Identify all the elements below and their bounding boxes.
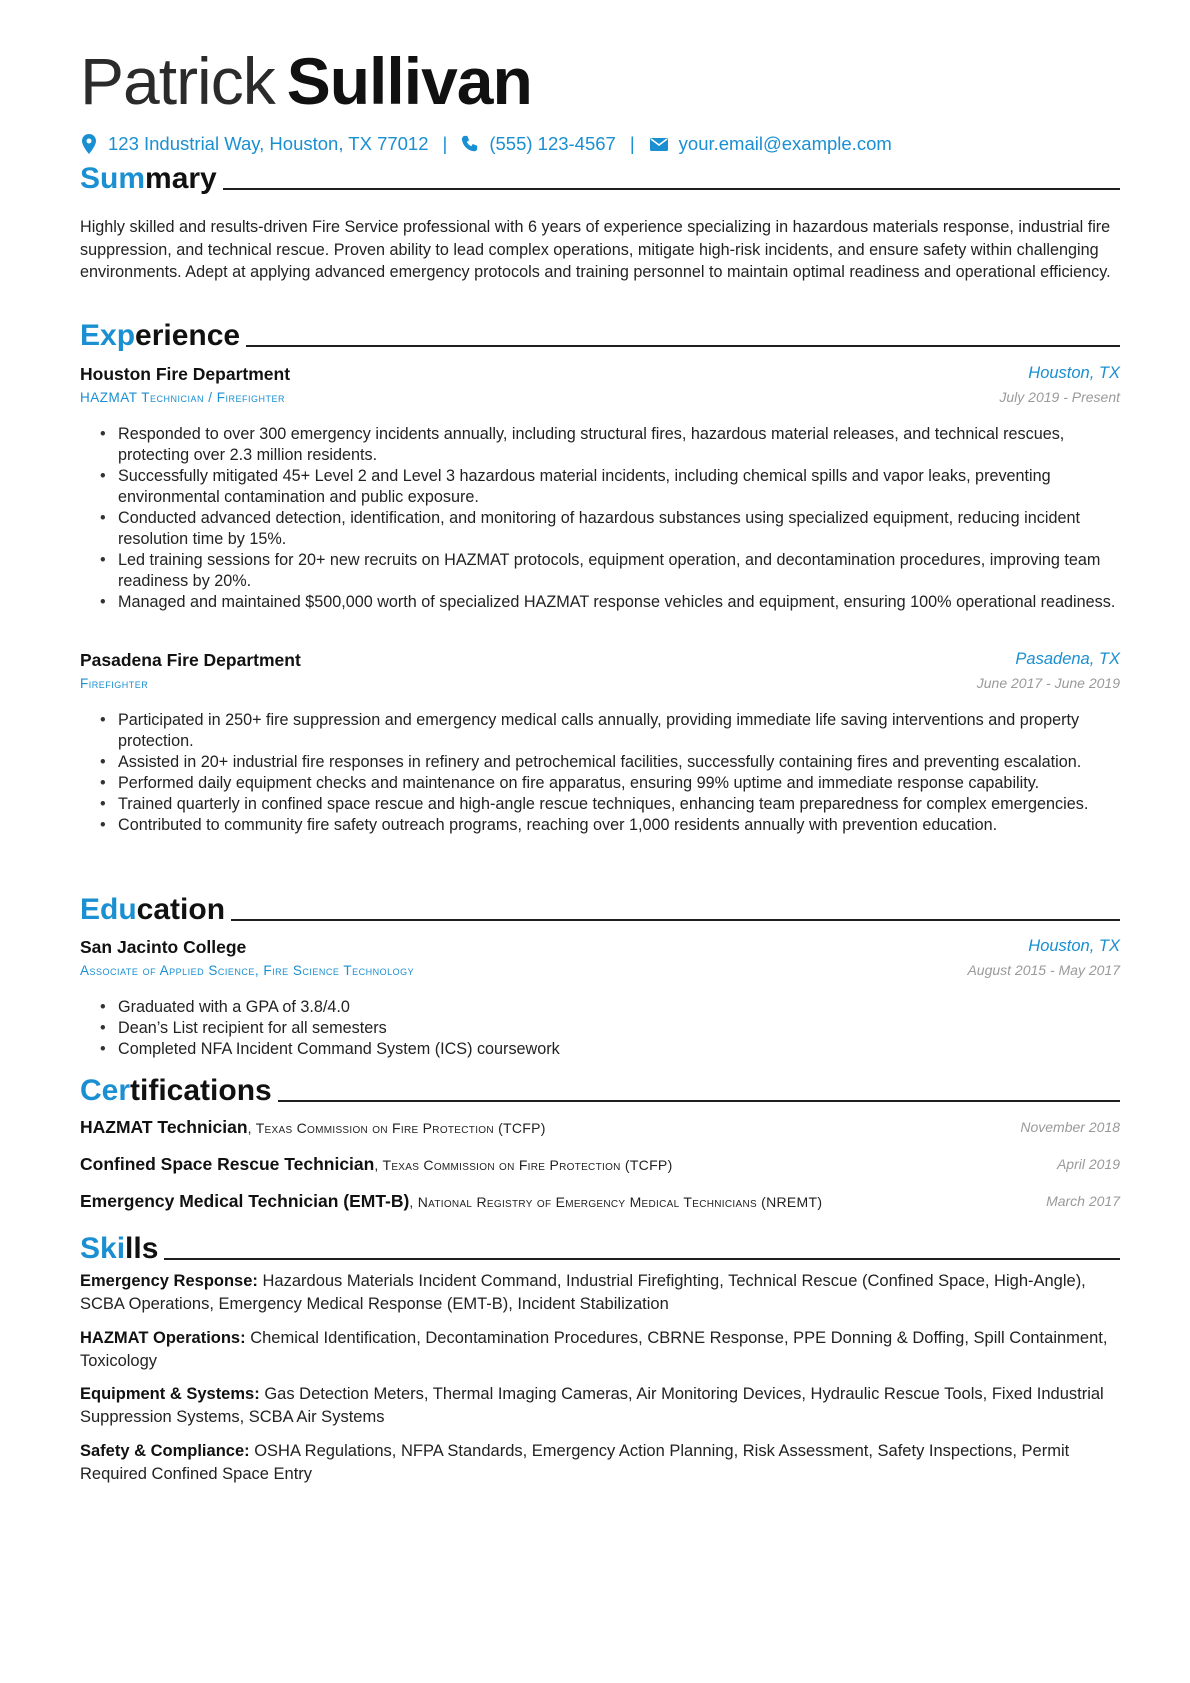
- contact-phone: [461, 133, 616, 155]
- certification-row: Emergency Medical Technician (EMT-B), National Registry of Emergency Medical Technicians (NREMT) March 2017: [80, 1191, 1120, 1211]
- map-pin-icon: [80, 134, 98, 154]
- job-organization: Pasadena Fire Department: [80, 650, 301, 670]
- candidate-name: [80, 38, 532, 124]
- skill-group: [80, 1270, 1120, 1315]
- skill-label: HAZMAT Operations:: [80, 1329, 246, 1347]
- list-item: • Completed NFA Incident Command System (ICS) coursework: [100, 1039, 1120, 1060]
- cert-title: Emergency Medical Technician (EMT-B): [80, 1191, 410, 1211]
- section-rule: [246, 345, 1120, 347]
- school-location: Houston, TX: [1028, 937, 1120, 955]
- envelope-icon: [649, 134, 669, 154]
- section-rule: [164, 1258, 1120, 1260]
- phone-icon: [461, 134, 479, 154]
- job-bullets: [100, 710, 1120, 836]
- degree: Associate of Applied Science, Fire Science Technology: [80, 963, 415, 978]
- job-role: Firefighter: [80, 676, 149, 691]
- list-item: • Trained quarterly in confined space rescue and high-angle rescue techniques, enhancing team preparedness for complex emergencies.: [100, 794, 1120, 815]
- list-item: • Dean’s List recipient for all semesters: [100, 1018, 1120, 1039]
- skill-group: [80, 1440, 1120, 1485]
- skill-text: Gas Detection Meters, Thermal Imaging Cameras, Air Monitoring Devices, Hydraulic Rescue Tools, Fixed Industrial Suppression Systems, SCBA Air Systems: [80, 1385, 1104, 1426]
- cert-org: Texas Commission on Fire Protection (TCFP): [382, 1157, 673, 1173]
- contact-email[interactable]: [649, 133, 892, 155]
- list-item: • Contributed to community fire safety outreach programs, reaching over 1,000 residents annually with prevention education.: [100, 815, 1120, 836]
- job-location: Pasadena, TX: [1015, 650, 1120, 668]
- job-dates: June 2017 - June 2019: [976, 675, 1120, 691]
- section-rule: [223, 188, 1120, 190]
- skill-group: [80, 1327, 1120, 1372]
- cert-title: Confined Space Rescue Technician: [80, 1154, 375, 1174]
- job-role: HAZMAT Technician / Firefighter: [80, 390, 286, 405]
- list-item: • Conducted advanced detection, identification, and monitoring of hazardous substances using specialized equipment, reducing incident resolution time by 15%.: [100, 508, 1120, 550]
- cert-date: March 2017: [1046, 1193, 1120, 1209]
- skills-heading: Skills: [80, 1226, 1120, 1266]
- skill-text: Chemical Identification, Decontamination Procedures, CBRNE Response, PPE Donning & Doffing, Spill Containment, Toxicology: [80, 1329, 1108, 1370]
- summary-text: Highly skilled and results-driven Fire Service professional with 6 years of experience specializing in hazardous materials response, industrial fire suppression, and technical rescue. Proven ability to lead complex operations, mitigate high-risk incidents, and ensure safety within challenging environments. Adept at applying advanced emergency protocols and training personnel to maintain optimal readiness and operational efficiency.: [80, 218, 1111, 281]
- skill-group: [80, 1383, 1120, 1428]
- skill-text: OSHA Regulations, NFPA Standards, Emergency Action Planning, Risk Assessment, Safety Inspections, Permit Required Confined Space Entry: [80, 1442, 1070, 1483]
- list-item: • Led training sessions for 20+ new recruits on HAZMAT protocols, equipment operation, and decontamination procedures, improving team readiness by 20%.: [100, 550, 1120, 592]
- list-item: • Assisted in 20+ industrial fire responses in refinery and petrochemical facilities, successfully containing fires and preventing escalation.: [100, 752, 1120, 773]
- first-name: Patrick: [80, 44, 275, 118]
- list-item: • Responded to over 300 emergency incidents annually, including structural fires, hazardous material releases, and technical rescues, protecting over 2.3 million residents.: [100, 424, 1120, 466]
- list-item: • Managed and maintained $500,000 worth of specialized HAZMAT response vehicles and equipment, ensuring 100% operational readiness.: [100, 592, 1120, 613]
- contact-line: [80, 133, 892, 155]
- education-bullets: [100, 997, 1120, 1060]
- cert-title: HAZMAT Technician: [80, 1117, 248, 1137]
- skill-label: Emergency Response:: [80, 1272, 258, 1290]
- job-bullets: [100, 424, 1120, 613]
- address-text: 123 Industrial Way, Houston, TX 77012: [108, 133, 429, 154]
- job-organization: Houston Fire Department: [80, 364, 291, 384]
- cert-org: Texas Commission on Fire Protection (TCFP): [255, 1120, 546, 1136]
- contact-address: [80, 133, 429, 155]
- school-dates: August 2015 - May 2017: [967, 962, 1120, 978]
- phone-text: (555) 123-4567: [489, 133, 616, 154]
- list-item: • Graduated with a GPA of 3.8/4.0: [100, 997, 1120, 1018]
- skill-text: Hazardous Materials Incident Command, Industrial Firefighting, Technical Rescue (Confined Space, High-Angle), SCBA Operations, Emergency Medical Response (EMT-B), Incident Stabilization: [80, 1272, 1086, 1313]
- skill-label: Equipment & Systems:: [80, 1385, 260, 1403]
- contact-separator: |: [442, 133, 448, 154]
- certifications-heading: Certifications: [80, 1068, 1120, 1108]
- cert-date: November 2018: [1020, 1119, 1120, 1135]
- list-item: • Performed daily equipment checks and maintenance on fire apparatus, ensuring 99% uptime and immediate response capability.: [100, 773, 1120, 794]
- job-dates: July 2019 - Present: [999, 389, 1120, 405]
- skill-label: Safety & Compliance:: [80, 1442, 250, 1460]
- summary-heading: Summary: [80, 156, 1120, 196]
- last-name: Sullivan: [286, 44, 532, 118]
- section-rule: [231, 919, 1120, 921]
- experience-heading: Experience: [80, 313, 1120, 353]
- job-location: Houston, TX: [1028, 364, 1120, 382]
- section-rule: [278, 1100, 1120, 1102]
- school-name: San Jacinto College: [80, 937, 247, 957]
- education-heading: Education: [80, 887, 1120, 927]
- list-item: • Participated in 250+ fire suppression and emergency medical calls annually, providing immediate life saving interventions and property protection.: [100, 710, 1120, 752]
- cert-org: National Registry of Emergency Medical Technicians (NREMT): [417, 1194, 823, 1210]
- cert-date: April 2019: [1056, 1156, 1120, 1172]
- list-item: • Successfully mitigated 45+ Level 2 and Level 3 hazardous material incidents, including chemical spills and vapor leaks, preventing environmental contamination and public exposure.: [100, 466, 1120, 508]
- contact-separator: |: [629, 133, 635, 154]
- certification-row: Confined Space Rescue Technician, Texas Commission on Fire Protection (TCFP) April 2019: [80, 1154, 1120, 1174]
- certification-row: HAZMAT Technician, Texas Commission on Fire Protection (TCFP) November 2018: [80, 1117, 1120, 1137]
- email-link[interactable]: your.email@example.com: [678, 133, 892, 154]
